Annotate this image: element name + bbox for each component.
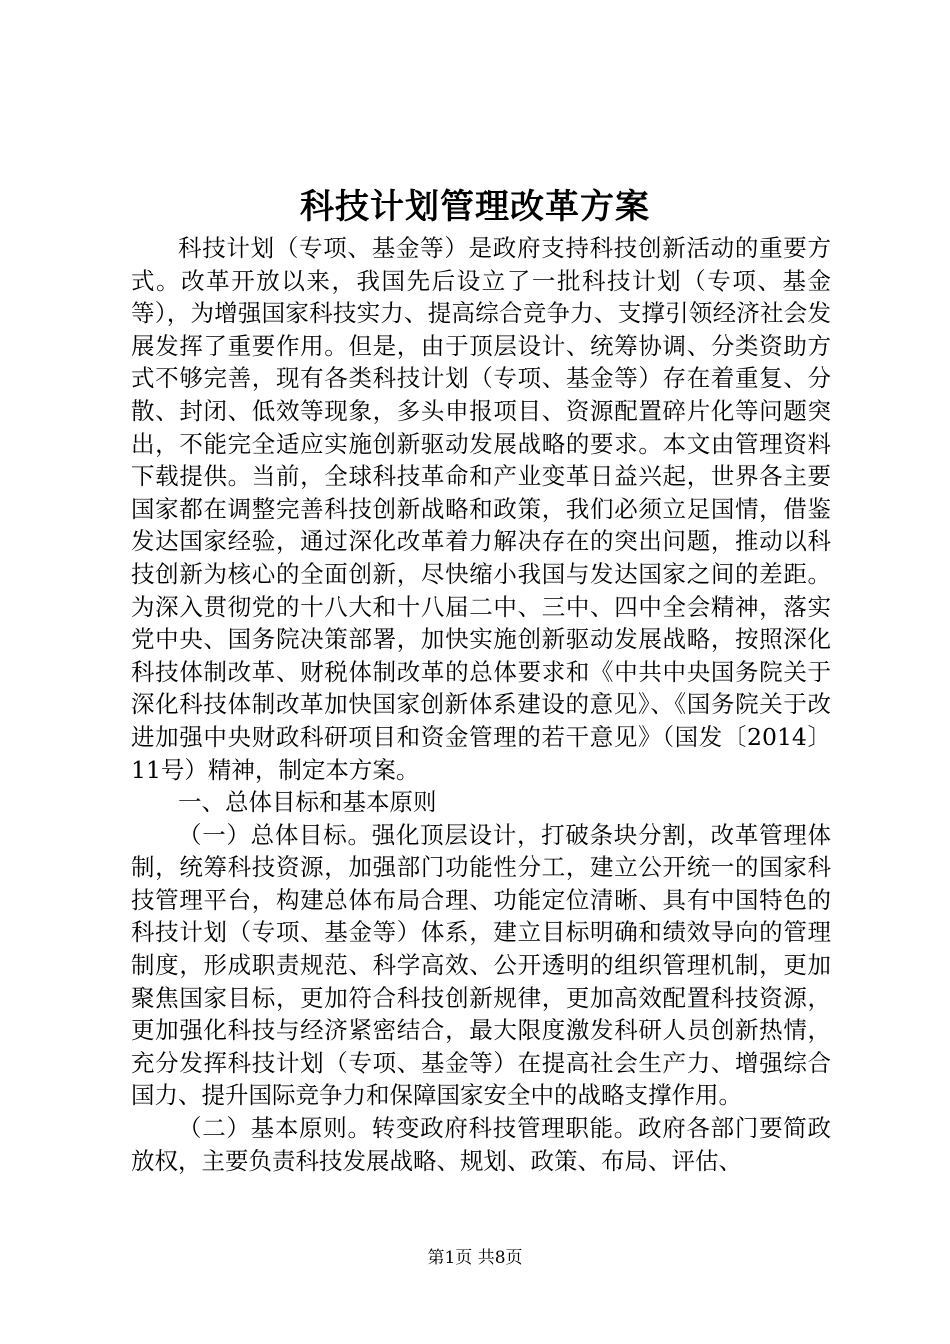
page-number-footer: 第1页 共8页 — [427, 1248, 523, 1268]
section-heading-1: 一、总体目标和基本原则 — [178, 788, 437, 817]
paragraph-overall-goal: （一）总体目标。强化顶层设计，打破条块分割，改革管理体制，统筹科技资源，加强部门功能性分工，建立公开统一的国家科技管理平台，构建总体布局合理、功能定位清晰、具有中国特色的科技计划（专项、基金等）体系，建立目标明确和绩效导向的管理制度，形成职责规范、科学高效、公开透明的组织管理机制，更加聚焦国家目标，更加符合科技创新规律，更加高效配置科技资源，更加强化科技与经济紧密结合，最大限度激发科研人员创新热情，充分发挥科技计划（专项、基金等）在提高社会生产力、增强综合国力、提升国际竞争力和保障国家安全中的战略支撑作用。 — [131, 820, 831, 1110]
document-body — [131, 232, 831, 1177]
document-title: 科技计划管理改革方案 — [300, 187, 650, 227]
paragraph-basic-principles: （二）基本原则。转变政府科技管理职能。政府各部门要简政放权，主要负责科技发展战略、规划、政策、布局、评估、 — [131, 1114, 831, 1175]
paragraph-intro: 科技计划（专项、基金等）是政府支持科技创新活动的重要方式。改革开放以来，我国先后设立了一批科技计划（专项、基金等），为增强国家科技实力、提高综合竞争力、支撑引领经济社会发展发挥了重要作用。但是，由于顶层设计、统筹协调、分类资助方式不够完善，现有各类科技计划（专项、基金等）存在着重复、分散、封闭、低效等现象，多头申报项目、资源配置碎片化等问题突出，不能完全适应实施创新驱动发展战略的要求。本文由管理资料下载提供。当前，全球科技革命和产业变革日益兴起，世界各主要国家都在调整完善科技创新战略和政策，我们必须立足国情，借鉴发达国家经验，通过深化改革着力解决存在的突出问题，推动以科技创新为核心的全面创新，尽快缩小我国与发达国家之间的差距。为深入贯彻党的十八大和十八届二中、三中、四中全会精神，落实党中央、国务院决策部署，加快实施创新驱动发展战略，按照深化科技体制改革、财税体制改革的总体要求和《中共中央国务院关于深化科技体制改革加快国家创新体系建设的意见》、《国务院关于改进加强中央财政科研项目和资金管理的若干意见》（国发〔2014〕11号）精神，制定本方案。 — [131, 234, 831, 784]
